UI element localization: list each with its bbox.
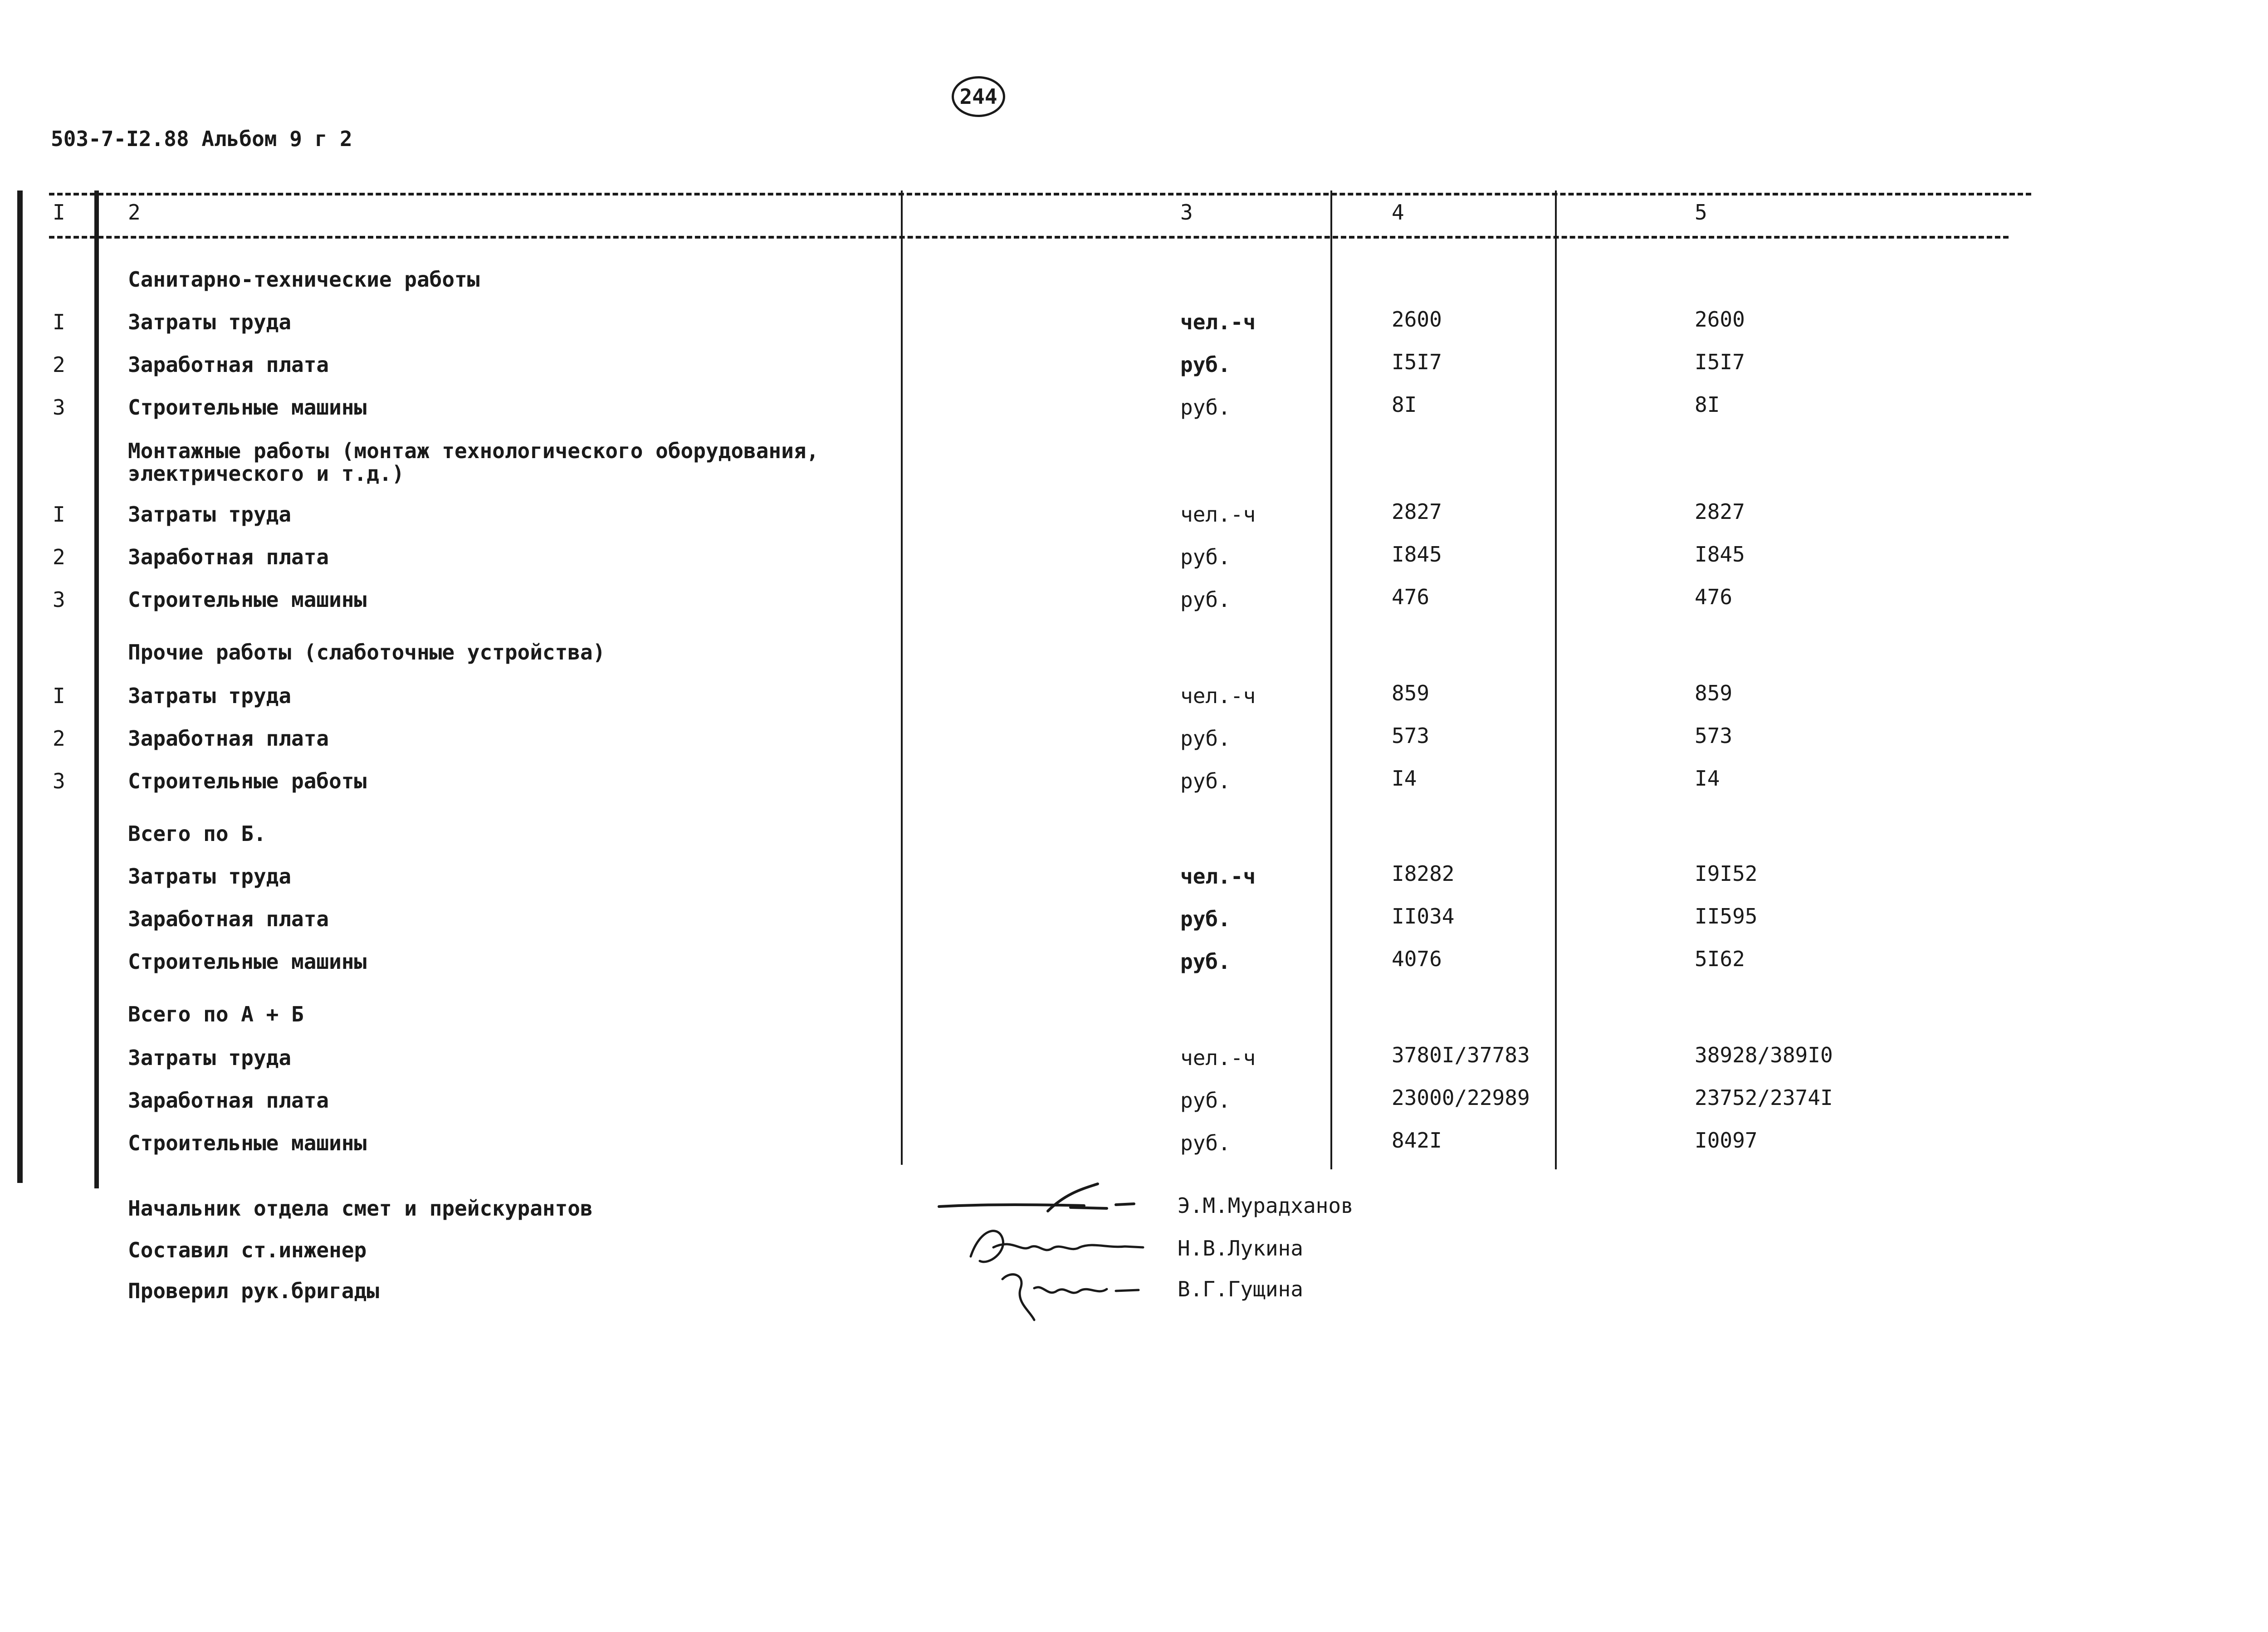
row-number: 2 (53, 726, 65, 751)
column-3-divider (1330, 191, 1332, 1169)
document-header: 503-7-I2.88 Альбом 9 г 2 (51, 127, 352, 151)
row-number: 3 (53, 395, 65, 420)
row-name: Затраты труда (128, 864, 292, 889)
row-name: Строительные машины (128, 587, 367, 612)
row-unit: руб. (1180, 1131, 1231, 1155)
section-title-total-ab: Всего по А + Б (128, 1002, 304, 1026)
row-value-col5: 2600 (1695, 307, 1745, 332)
handwritten-signature-1 (934, 1175, 1148, 1225)
row-unit: чел.-ч (1180, 502, 1256, 527)
row-value-col4: 4076 (1392, 947, 1442, 971)
row-name: Заработная плата (128, 726, 329, 751)
row-value-col5: 476 (1695, 585, 1733, 609)
row-unit: руб. (1180, 769, 1231, 793)
row-name: Заработная плата (128, 545, 329, 569)
row-value-col4: 573 (1392, 723, 1430, 748)
row-unit: руб. (1180, 907, 1231, 931)
signature-name: В.Г.Гущина (1178, 1277, 1303, 1301)
row-unit: чел.-ч (1180, 1046, 1256, 1070)
column-header-4: 4 (1392, 200, 1404, 225)
row-name: Затраты труда (128, 310, 292, 334)
handwritten-signature-3 (993, 1261, 1157, 1324)
row-value-col5: I9I52 (1695, 861, 1758, 886)
row-unit: чел.-ч (1180, 684, 1256, 708)
row-value-col5: I0097 (1695, 1128, 1758, 1153)
row-number: 2 (53, 545, 65, 569)
section-title-sanitary: Санитарно-технические работы (128, 267, 480, 292)
row-value-col4: 8I (1392, 392, 1417, 417)
row-unit: чел.-ч (1180, 310, 1256, 334)
row-name: Затраты труда (128, 1046, 292, 1070)
row-unit: руб. (1180, 395, 1231, 420)
header-bottom-rule (49, 236, 2009, 239)
row-value-col4: 842I (1392, 1128, 1442, 1153)
row-value-col4: 2827 (1392, 499, 1442, 524)
row-name: Строительные машины (128, 395, 367, 420)
column-2-divider (901, 191, 903, 1165)
row-value-col5: I4 (1695, 766, 1720, 791)
row-unit: руб. (1180, 587, 1231, 612)
row-value-col4: I4 (1392, 766, 1417, 791)
row-value-col5: I845 (1695, 542, 1745, 567)
row-name: Заработная плата (128, 1088, 329, 1113)
row-unit: руб. (1180, 352, 1231, 377)
row-value-col4: 476 (1392, 585, 1430, 609)
row-name: Строительные машины (128, 1131, 367, 1155)
signature-role: Начальник отдела смет и прейскурантов (128, 1196, 593, 1221)
column-header-2: 2 (128, 200, 141, 225)
row-value-col5: 2827 (1695, 499, 1745, 524)
page-number: 244 (952, 76, 1005, 117)
row-value-col5: 38928/389I0 (1695, 1043, 1833, 1067)
row-name: Заработная плата (128, 352, 329, 377)
row-name: Затраты труда (128, 502, 292, 527)
row-name: Затраты труда (128, 684, 292, 708)
row-value-col4: I8282 (1392, 861, 1455, 886)
row-unit: руб. (1180, 1088, 1231, 1113)
row-value-col5: 8I (1695, 392, 1720, 417)
row-number: I (53, 684, 65, 708)
row-number: 3 (53, 587, 65, 612)
row-number: 2 (53, 352, 65, 377)
row-value-col5: 859 (1695, 681, 1733, 705)
row-name: Строительные работы (128, 769, 367, 793)
row-value-col5: 23752/2374I (1695, 1085, 1833, 1110)
section-title-mounting-cont: электрического и т.д.) (128, 461, 405, 486)
column-4-divider (1555, 191, 1557, 1169)
row-value-col5: 5I62 (1695, 947, 1745, 971)
row-number: 3 (53, 769, 65, 793)
row-name: Заработная плата (128, 907, 329, 931)
row-value-col4: I5I7 (1392, 350, 1442, 374)
signature-name: Н.В.Лукина (1178, 1236, 1303, 1261)
row-value-col4: 2600 (1392, 307, 1442, 332)
row-value-col5: 573 (1695, 723, 1733, 748)
row-value-col4: II034 (1392, 904, 1455, 928)
row-number: I (53, 310, 65, 334)
signature-role: Составил ст.инженер (128, 1238, 367, 1262)
row-unit: чел.-ч (1180, 864, 1256, 889)
section-title-mounting: Монтажные работы (монтаж технологического оборудования, (128, 439, 819, 463)
row-unit: руб. (1180, 726, 1231, 751)
row-value-col4: 3780I/37783 (1392, 1043, 1530, 1067)
column-1-divider (94, 191, 99, 1188)
signature-role: Проверил рук.бригады (128, 1279, 379, 1303)
row-unit: руб. (1180, 545, 1231, 569)
header-top-rule (49, 193, 2031, 195)
section-title-total-b: Всего по Б. (128, 821, 266, 846)
row-name: Строительные машины (128, 949, 367, 974)
row-number: I (53, 502, 65, 527)
column-header-5: 5 (1695, 200, 1707, 225)
section-title-other: Прочие работы (слаботочные устройства) (128, 640, 606, 665)
row-value-col4: 23000/22989 (1392, 1085, 1530, 1110)
row-value-col4: 859 (1392, 681, 1430, 705)
row-unit: руб. (1180, 949, 1231, 974)
column-header-3: 3 (1180, 200, 1193, 225)
left-border-line (17, 191, 23, 1183)
column-header-1: I (53, 200, 65, 225)
signature-name: Э.М.Мурадханов (1178, 1193, 1354, 1218)
row-value-col4: I845 (1392, 542, 1442, 567)
row-value-col5: I5I7 (1695, 350, 1745, 374)
row-value-col5: II595 (1695, 904, 1758, 928)
